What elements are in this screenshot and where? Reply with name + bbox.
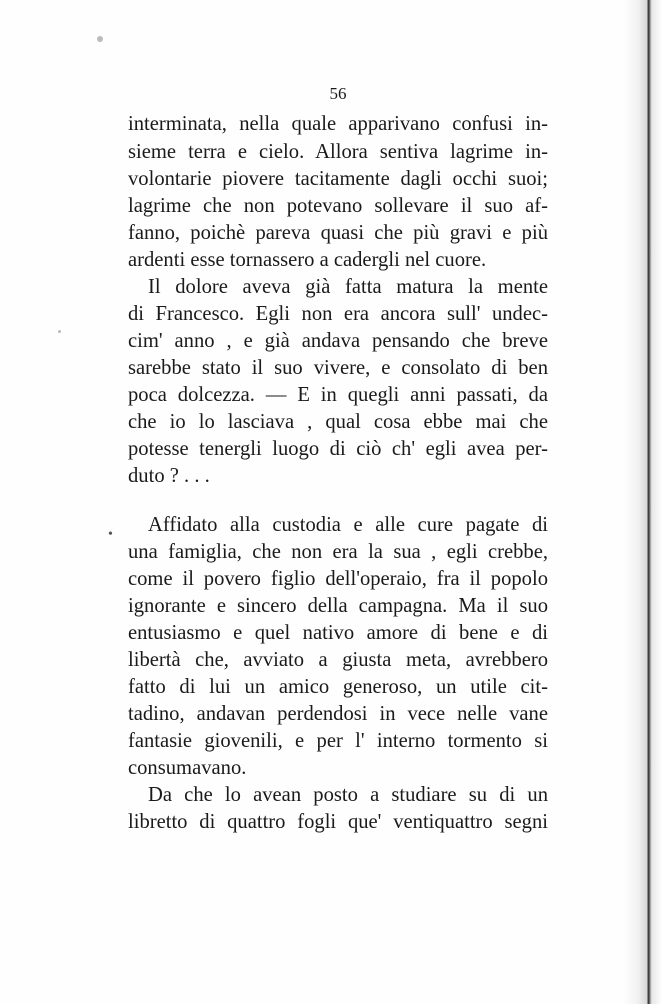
- text-line: poca dolcezza. — E in quegli anni passati, da: [128, 384, 548, 406]
- page-number: 56: [329, 84, 347, 103]
- text-line: potesse tenergli luogo di ciò ch' egli avea per-: [128, 438, 548, 460]
- text-line: libertà che, avviato a giusta meta, avrebbero: [128, 649, 548, 671]
- text-line: interminata, nella quale apparivano confusi in-: [128, 113, 548, 135]
- text-line: sieme terra e cielo. Allora sentiva lagrime in-: [128, 141, 548, 163]
- text-line: tadino, andavan perdendosi in vece nelle vane: [128, 703, 548, 725]
- text-line: che io lo lasciava , qual cosa ebbe mai che: [128, 411, 548, 433]
- text-line: fatto di lui un amico generoso, un utile cit-: [128, 676, 548, 698]
- text-line: ardenti esse tornassero a cadergli nel cuore.: [128, 249, 487, 271]
- stray-mark: •: [108, 527, 113, 542]
- text-line: lagrime che non potevano sollevare il suo af-: [128, 195, 548, 217]
- text-line: entusiasmo e quel nativo amore di bene e di: [128, 622, 548, 644]
- text-line: consumavano.: [128, 757, 247, 779]
- text-line: libretto di quattro fogli que' ventiquattro segni: [128, 811, 548, 833]
- text-line: fanno, poichè pareva quasi che più gravi e più: [128, 222, 548, 244]
- text-line: volontarie piovere tacitamente dagli occhi suoi;: [128, 168, 548, 190]
- text-line: sarebbe stato il suo vivere, e consolato di ben: [128, 357, 548, 379]
- text-line: Da che lo avean posto a studiare su di un: [148, 784, 548, 806]
- text-line: cim' anno , e già andava pensando che breve: [128, 330, 548, 352]
- text-line: fantasie giovenili, e per l' interno tormento si: [128, 730, 548, 752]
- page-binding-edge: [622, 0, 662, 1004]
- text-line: come il povero figlio dell'operaio, fra il popolo: [128, 568, 548, 590]
- text-line: una famiglia, che non era la sua , egli crebbe,: [128, 541, 548, 563]
- text-line: Affidato alla custodia e alle cure pagate di: [148, 514, 548, 536]
- text-line: duto ? . . .: [128, 465, 210, 487]
- paper-speck: [58, 330, 61, 333]
- text-line: ignorante e sincero della campagna. Ma il suo: [128, 595, 548, 617]
- paper-speck: [97, 36, 103, 42]
- text-line: Il dolore aveva già fatta matura la mente: [148, 276, 548, 298]
- text-line: di Francesco. Egli non era ancora sull' undec-: [128, 303, 548, 325]
